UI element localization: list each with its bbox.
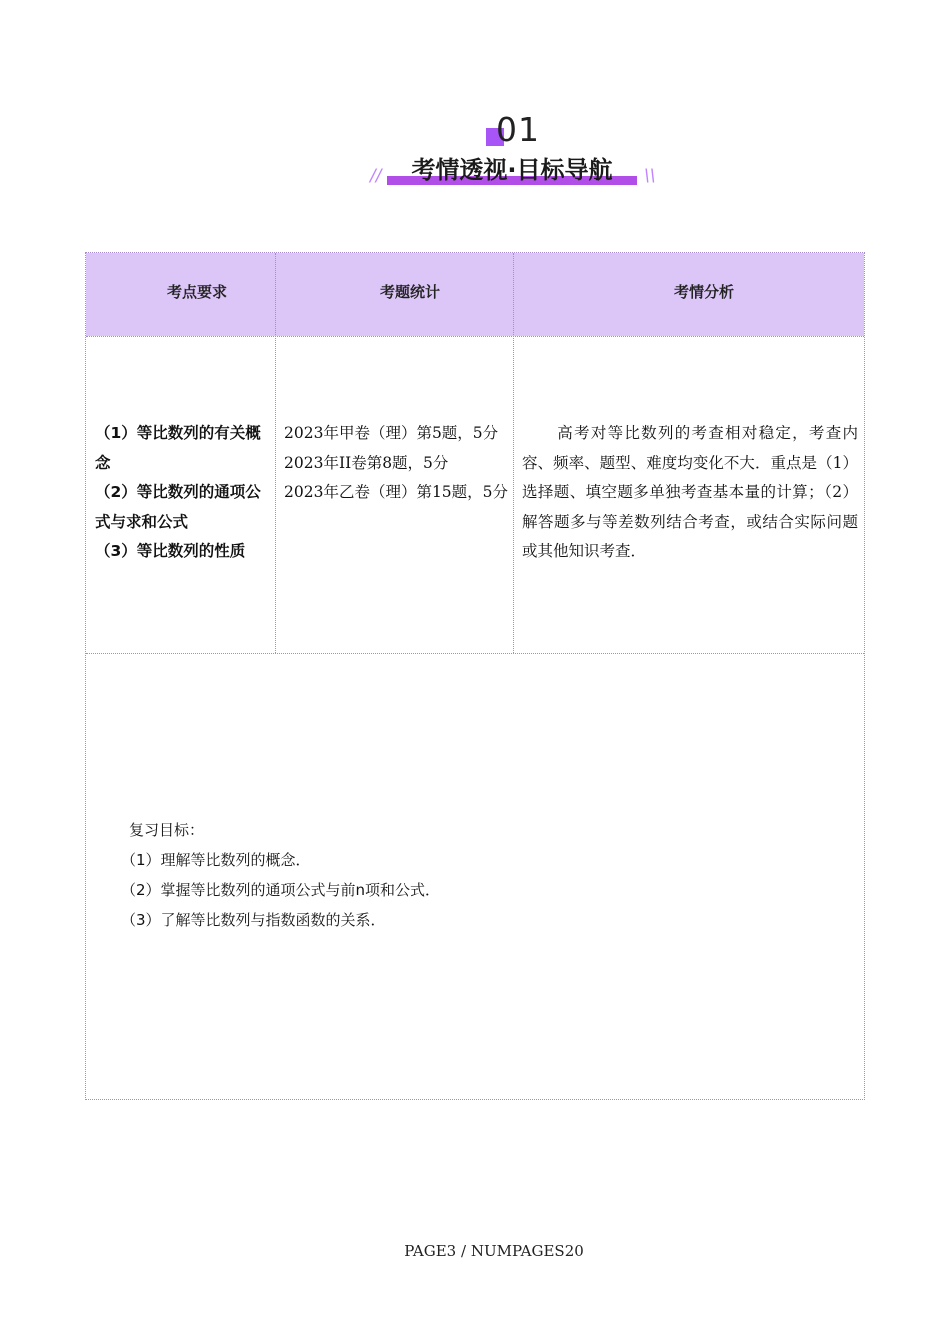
column-header-requirements: 考点要求 [166,283,227,301]
page-footer: PAGE3 / NUMPAGES20 [404,1242,584,1260]
requirement-item: （3）等比数列的性质 [95,542,246,560]
review-goals [121,815,829,935]
goals-heading: 复习目标： [129,821,205,839]
requirements-cell [95,419,275,567]
requirement-item: （2）等比数列的通项公式与求和公式 [95,483,261,531]
row-divider [86,336,864,337]
section-number: 01 [496,110,540,149]
statistics-cell [284,419,512,508]
goal-item: （2）掌握等比数列的通项公式与前n项和公式． [121,881,441,899]
exam-analysis-table [85,252,865,1100]
goal-item: （3）了解等比数列与指数函数的关系． [121,911,386,929]
decorative-slash-right: \\ [644,166,656,186]
column-header-analysis: 考情分析 [673,283,734,301]
requirement-item: （1）等比数列的有关概念 [95,424,261,472]
analysis-text: 高考对等比数列的考查相对稳定，考查内容、频率、题型、难度均变化不大．重点是（1）选择题、填空题多单独考查基本量的计算；（2）解答题多与等差数列结合考查，或结合实际问题或其他知识考查． [522,424,858,560]
goal-item: （1）理解等比数列的概念． [121,851,311,869]
analysis-cell [522,419,858,567]
section-header [0,108,950,198]
row-divider [86,653,864,654]
section-title: 考情透视·目标导航 [411,156,613,184]
column-header-statistics: 考题统计 [379,283,440,301]
statistic-item: 2023年II卷第8题，5分 [284,453,449,472]
decorative-slash-left: // [370,166,382,186]
statistic-item: 2023年乙卷（理）第15题，5分 [284,483,509,501]
statistic-item: 2023年甲卷（理）第5题，5分 [284,424,499,442]
